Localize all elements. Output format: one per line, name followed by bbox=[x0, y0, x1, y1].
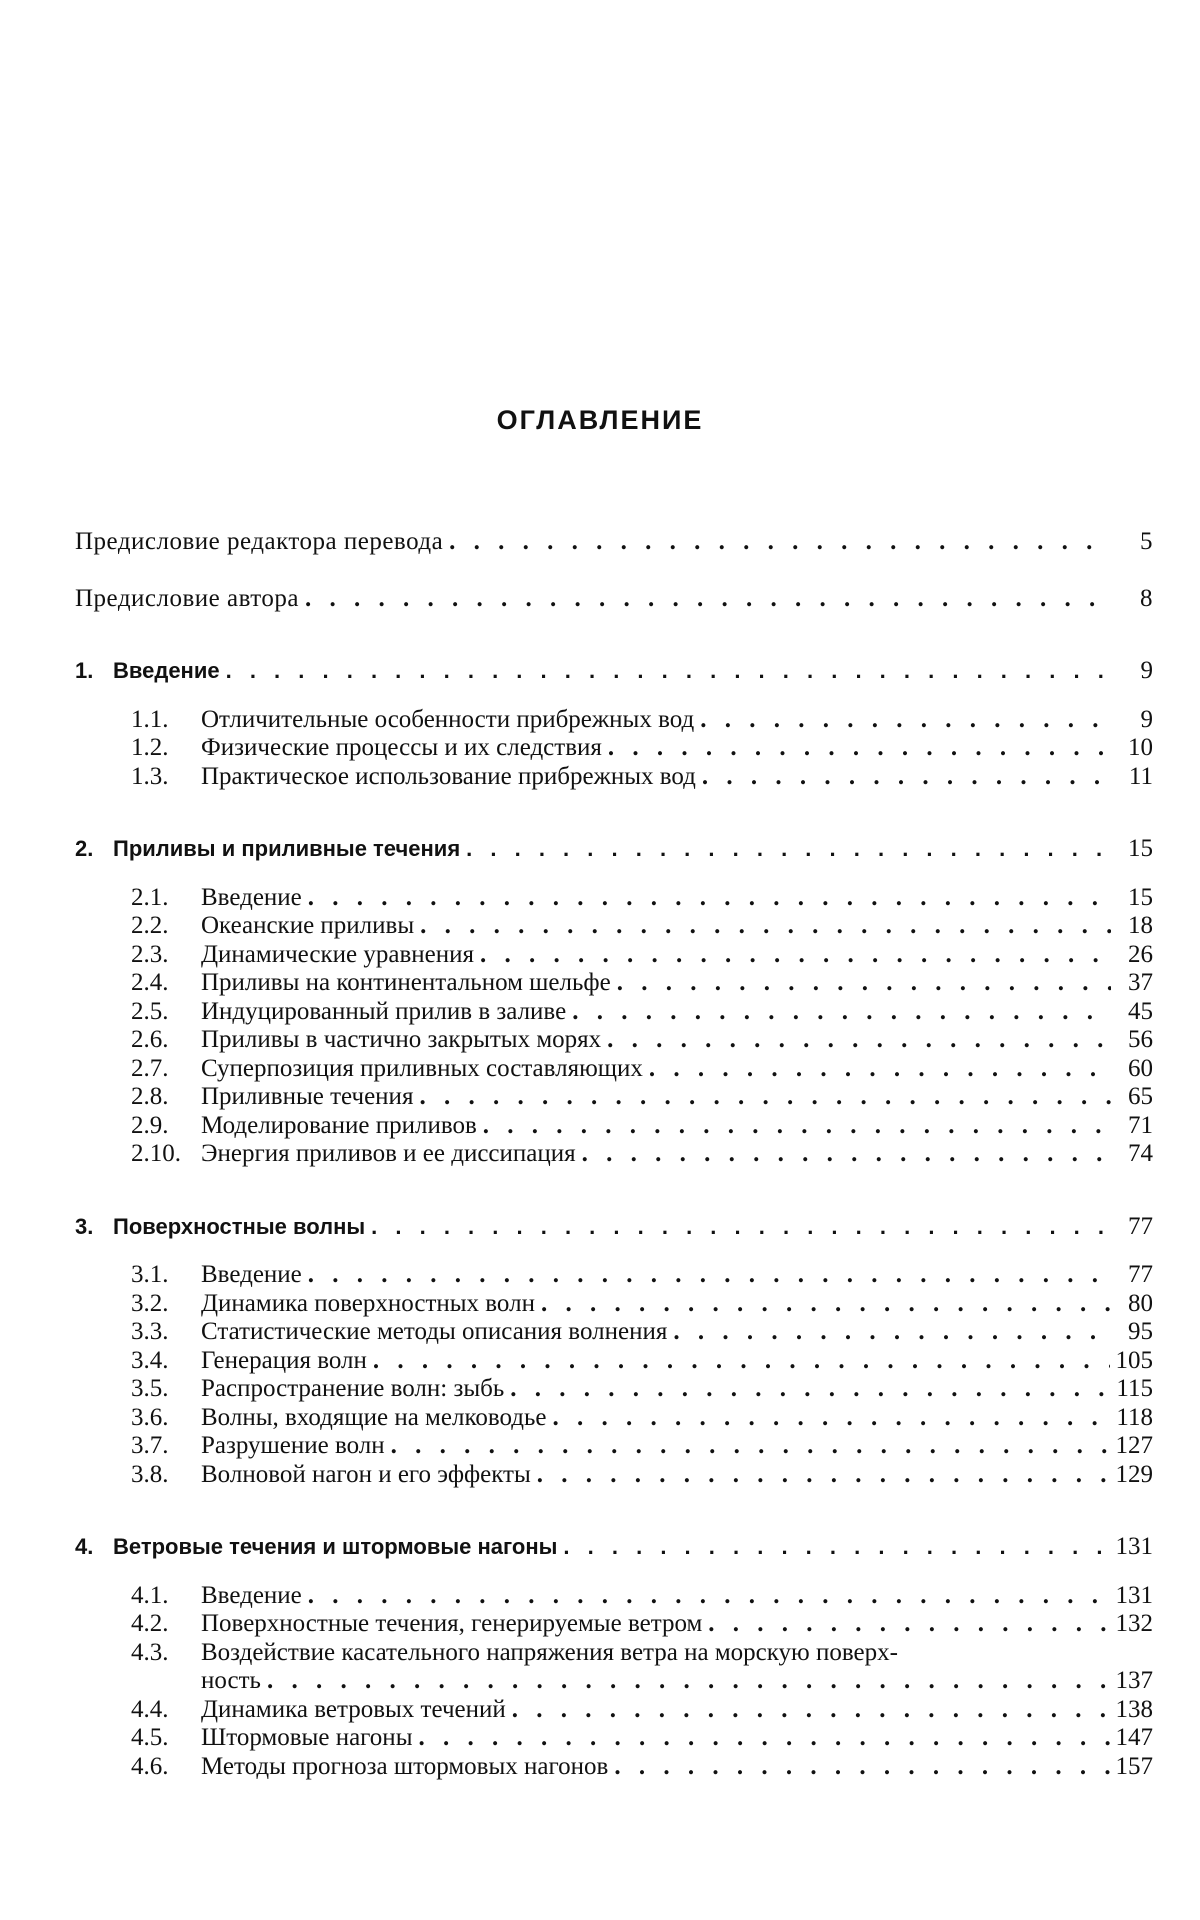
section-entry-continuation-title: ность bbox=[201, 1667, 261, 1694]
section-entry bbox=[75, 1140, 1153, 1169]
section-entry bbox=[75, 1639, 1153, 1668]
section-entry bbox=[75, 1696, 1153, 1725]
dot-leader bbox=[449, 528, 1111, 557]
section-entry-title: Введение bbox=[201, 1581, 302, 1609]
dot-leader bbox=[267, 1667, 1110, 1696]
chapter-entry bbox=[75, 657, 1153, 686]
section-entry-number: 1.3. bbox=[131, 762, 169, 790]
chapter-entry-title: Поверхностные волны bbox=[113, 1213, 366, 1239]
section-entry-page-number: 10 bbox=[1128, 734, 1153, 761]
dot-leader bbox=[308, 884, 1111, 913]
section-entry bbox=[75, 1112, 1153, 1141]
section-entry-number: 2.4. bbox=[131, 969, 169, 996]
dot-leader bbox=[308, 1261, 1111, 1290]
section-entry-title: Суперпозиция приливных составляющих bbox=[201, 1054, 643, 1082]
section-entry bbox=[75, 969, 1153, 998]
section-entry-page-number: 127 bbox=[1115, 1432, 1153, 1459]
section-entry-page-number: 18 bbox=[1128, 912, 1153, 939]
section-entry-number: 2.1. bbox=[131, 883, 169, 911]
dot-leader bbox=[617, 969, 1111, 998]
section-entry-number: 3.6. bbox=[131, 1403, 169, 1431]
section-entry-number: 2.5. bbox=[131, 997, 169, 1025]
section-entry-page-number: 45 bbox=[1128, 997, 1153, 1025]
dot-leader bbox=[649, 1055, 1111, 1084]
dot-leader bbox=[466, 835, 1111, 864]
section-entry-page-number: 11 bbox=[1128, 762, 1153, 790]
chapter-sections bbox=[75, 1261, 1153, 1489]
section-entry bbox=[75, 941, 1153, 970]
section-entry-number: 2.3. bbox=[131, 940, 169, 968]
section-entry-number: 4.5. bbox=[131, 1724, 169, 1751]
section-entry-title: Приливные течения bbox=[201, 1083, 414, 1110]
section-entry-number: 3.4. bbox=[131, 1346, 169, 1374]
section-entry-page-number: 65 bbox=[1128, 1083, 1153, 1110]
dot-leader bbox=[572, 998, 1111, 1027]
dot-leader bbox=[673, 1318, 1111, 1347]
chapter-entry-title: Ветровые течения и штормовые нагоны bbox=[113, 1534, 558, 1559]
section-entry-title: Штормовые нагоны bbox=[201, 1724, 413, 1751]
section-entry-title: Генерация волн bbox=[201, 1346, 367, 1374]
section-entry-number: 1.2. bbox=[131, 734, 169, 761]
section-entry-page-number: 71 bbox=[1128, 1111, 1153, 1139]
dot-leader bbox=[582, 1140, 1111, 1169]
section-entry bbox=[75, 884, 1153, 913]
section-entry-title: Введение bbox=[201, 1261, 302, 1288]
section-entry bbox=[75, 1724, 1153, 1753]
dot-leader bbox=[373, 1347, 1110, 1376]
dot-leader bbox=[708, 1610, 1109, 1639]
section-entry-page-number: 132 bbox=[1115, 1610, 1153, 1637]
dot-leader bbox=[512, 1696, 1110, 1725]
front-matter-entry-title: Предисловие редактора перевода bbox=[75, 528, 444, 555]
section-entry-title: Отличительные особенности прибрежных вод bbox=[201, 705, 695, 733]
dot-leader bbox=[700, 706, 1111, 735]
front-matter-entry-page-number: 5 bbox=[1140, 528, 1153, 555]
chapter-entry bbox=[75, 1213, 1153, 1242]
section-entry-title: Поверхностные течения, генерируемые ветром bbox=[201, 1610, 703, 1637]
table-of-contents bbox=[75, 528, 1153, 1809]
section-entry-number: 3.8. bbox=[131, 1460, 169, 1488]
chapter-entry-title: Приливы и приливные течения bbox=[113, 836, 461, 861]
dot-leader bbox=[702, 763, 1111, 792]
section-entry-title: Динамика поверхностных волн bbox=[201, 1289, 535, 1317]
section-entry bbox=[75, 1432, 1153, 1461]
section-entry-title: Практическое использование прибрежных вод bbox=[201, 762, 696, 790]
section-entry-number: 3.5. bbox=[131, 1375, 169, 1402]
chapter-entry-page-number: 77 bbox=[1128, 1212, 1153, 1240]
section-entry-title: Динамические уравнения bbox=[201, 940, 474, 968]
section-entry bbox=[75, 998, 1153, 1027]
section-entry bbox=[75, 1582, 1153, 1611]
dot-leader bbox=[608, 734, 1111, 763]
section-entry bbox=[75, 1404, 1153, 1433]
section-entry-number: 4.3. bbox=[131, 1638, 169, 1666]
section-entry-number: 2.10. bbox=[131, 1140, 181, 1167]
section-entry-title: Воздействие касательного напряжения ветра на морскую поверх- bbox=[201, 1638, 898, 1666]
dot-leader bbox=[420, 912, 1111, 941]
section-entry-title: Индуцированный прилив в заливе bbox=[201, 997, 567, 1025]
chapter-entry-number: 2. bbox=[75, 836, 94, 861]
section-entry-title: Физические процессы и их следствия bbox=[201, 734, 602, 761]
section-entry-page-number: 157 bbox=[1115, 1752, 1153, 1780]
section-entry-number: 3.7. bbox=[131, 1432, 169, 1459]
section-entry-page-number: 115 bbox=[1116, 1375, 1153, 1402]
dot-leader bbox=[391, 1432, 1110, 1461]
section-entry-title: Приливы на континентальном шельфе bbox=[201, 969, 611, 996]
section-entry bbox=[75, 1347, 1153, 1376]
dot-leader bbox=[510, 1375, 1110, 1404]
dot-leader bbox=[305, 585, 1111, 614]
front-matter-entry bbox=[75, 585, 1153, 614]
section-entry-page-number: 105 bbox=[1115, 1346, 1153, 1374]
chapter-sections bbox=[75, 884, 1153, 1169]
dot-leader bbox=[371, 1213, 1111, 1242]
section-entry-title: Введение bbox=[201, 883, 302, 911]
chapter-sections bbox=[75, 1582, 1153, 1782]
section-entry-title: Приливы в частично закрытых морях bbox=[201, 1026, 602, 1053]
section-entry-page-number: 80 bbox=[1128, 1289, 1153, 1317]
chapter-entry bbox=[75, 835, 1153, 864]
section-entry bbox=[75, 706, 1153, 735]
dot-leader bbox=[552, 1404, 1110, 1433]
section-entry-page-number: 37 bbox=[1128, 969, 1153, 996]
dot-leader bbox=[483, 1112, 1111, 1141]
section-entry bbox=[75, 1461, 1153, 1490]
chapter-entry-number: 3. bbox=[75, 1213, 94, 1239]
chapter-entry-number: 4. bbox=[75, 1534, 94, 1559]
section-entry bbox=[75, 1261, 1153, 1290]
section-entry-page-number: 147 bbox=[1115, 1724, 1153, 1751]
section-entry-number: 4.4. bbox=[131, 1695, 169, 1723]
section-entry bbox=[75, 1083, 1153, 1112]
section-entry bbox=[75, 763, 1153, 792]
dot-leader bbox=[607, 1026, 1111, 1055]
section-entry-number: 2.8. bbox=[131, 1083, 169, 1110]
dot-leader bbox=[226, 657, 1111, 686]
section-entry-title: Статистические методы описания волнения bbox=[201, 1318, 668, 1345]
section-entry-number: 3.3. bbox=[131, 1318, 169, 1345]
section-entry-page-number: 60 bbox=[1128, 1054, 1153, 1082]
section-entry-number: 1.1. bbox=[131, 705, 169, 733]
section-entry-number: 3.1. bbox=[131, 1261, 169, 1288]
section-entry-continuation bbox=[75, 1667, 1153, 1696]
front-matter-entry-page-number: 8 bbox=[1140, 584, 1153, 612]
section-entry-title: Динамика ветровых течений bbox=[201, 1695, 506, 1723]
dot-leader bbox=[419, 1083, 1111, 1112]
section-entry bbox=[75, 1610, 1153, 1639]
section-entry-number: 2.9. bbox=[131, 1111, 169, 1139]
dot-leader bbox=[480, 941, 1111, 970]
section-entry bbox=[75, 1055, 1153, 1084]
section-entry-title: Энергия приливов и ее диссипация bbox=[201, 1140, 576, 1167]
chapter-entry-page-number: 15 bbox=[1128, 835, 1153, 862]
section-entry bbox=[75, 1290, 1153, 1319]
section-entry-title: Волны, входящие на мелководье bbox=[201, 1403, 547, 1431]
chapter-sections bbox=[75, 706, 1153, 792]
section-entry-continuation-page-number: 137 bbox=[1115, 1667, 1153, 1694]
toc-title: ОГЛАВЛЕНИЕ bbox=[496, 405, 704, 435]
dot-leader bbox=[563, 1533, 1109, 1562]
section-entry-page-number: 56 bbox=[1128, 1026, 1153, 1053]
section-entry-page-number: 95 bbox=[1128, 1318, 1153, 1345]
section-entry-page-number: 74 bbox=[1128, 1140, 1153, 1167]
section-entry bbox=[75, 1753, 1153, 1782]
dot-leader bbox=[419, 1724, 1110, 1753]
section-entry-page-number: 77 bbox=[1128, 1261, 1153, 1288]
section-entry-title: Методы прогноза штормовых нагонов bbox=[201, 1752, 609, 1780]
section-entry bbox=[75, 1375, 1153, 1404]
section-entry bbox=[75, 912, 1153, 941]
section-entry-number: 2.7. bbox=[131, 1054, 169, 1082]
chapter-entry-page-number: 9 bbox=[1140, 657, 1153, 684]
chapter-entry-number: 1. bbox=[75, 658, 94, 683]
section-entry-page-number: 131 bbox=[1115, 1581, 1153, 1609]
front-matter-entry-title: Предисловие автора bbox=[75, 584, 299, 612]
section-entry bbox=[75, 734, 1153, 763]
section-entry-title: Распространение волн: зыбь bbox=[201, 1375, 505, 1402]
chapter-entry-title: Введение bbox=[113, 658, 220, 683]
section-entry-page-number: 118 bbox=[1116, 1403, 1153, 1431]
section-entry-title: Океанские приливы bbox=[201, 912, 415, 939]
section-entry-title: Моделирование приливов bbox=[201, 1111, 477, 1139]
section-entry-number: 4.2. bbox=[131, 1610, 169, 1637]
section-entry bbox=[75, 1026, 1153, 1055]
section-entry-page-number: 138 bbox=[1115, 1695, 1153, 1723]
dot-leader bbox=[537, 1461, 1110, 1490]
front-matter-entry bbox=[75, 528, 1153, 557]
section-entry-number: 2.6. bbox=[131, 1026, 169, 1053]
section-entry-number: 3.2. bbox=[131, 1289, 169, 1317]
section-entry-number: 4.1. bbox=[131, 1581, 169, 1609]
dot-leader bbox=[541, 1290, 1111, 1319]
section-entry-page-number: 26 bbox=[1128, 940, 1153, 968]
section-entry-page-number: 15 bbox=[1128, 883, 1153, 911]
section-entry-number: 4.6. bbox=[131, 1752, 169, 1780]
section-entry bbox=[75, 1318, 1153, 1347]
section-entry-title: Разрушение волн bbox=[201, 1432, 385, 1459]
chapter-entry-page-number: 131 bbox=[1115, 1533, 1153, 1560]
dot-leader bbox=[614, 1753, 1109, 1782]
section-entry-number: 2.2. bbox=[131, 912, 169, 939]
section-entry-page-number: 129 bbox=[1115, 1460, 1153, 1488]
section-entry-title: Волновой нагон и его эффекты bbox=[201, 1460, 531, 1488]
dot-leader bbox=[308, 1582, 1110, 1611]
chapter-entry bbox=[75, 1533, 1153, 1562]
section-entry-page-number: 9 bbox=[1140, 705, 1153, 733]
